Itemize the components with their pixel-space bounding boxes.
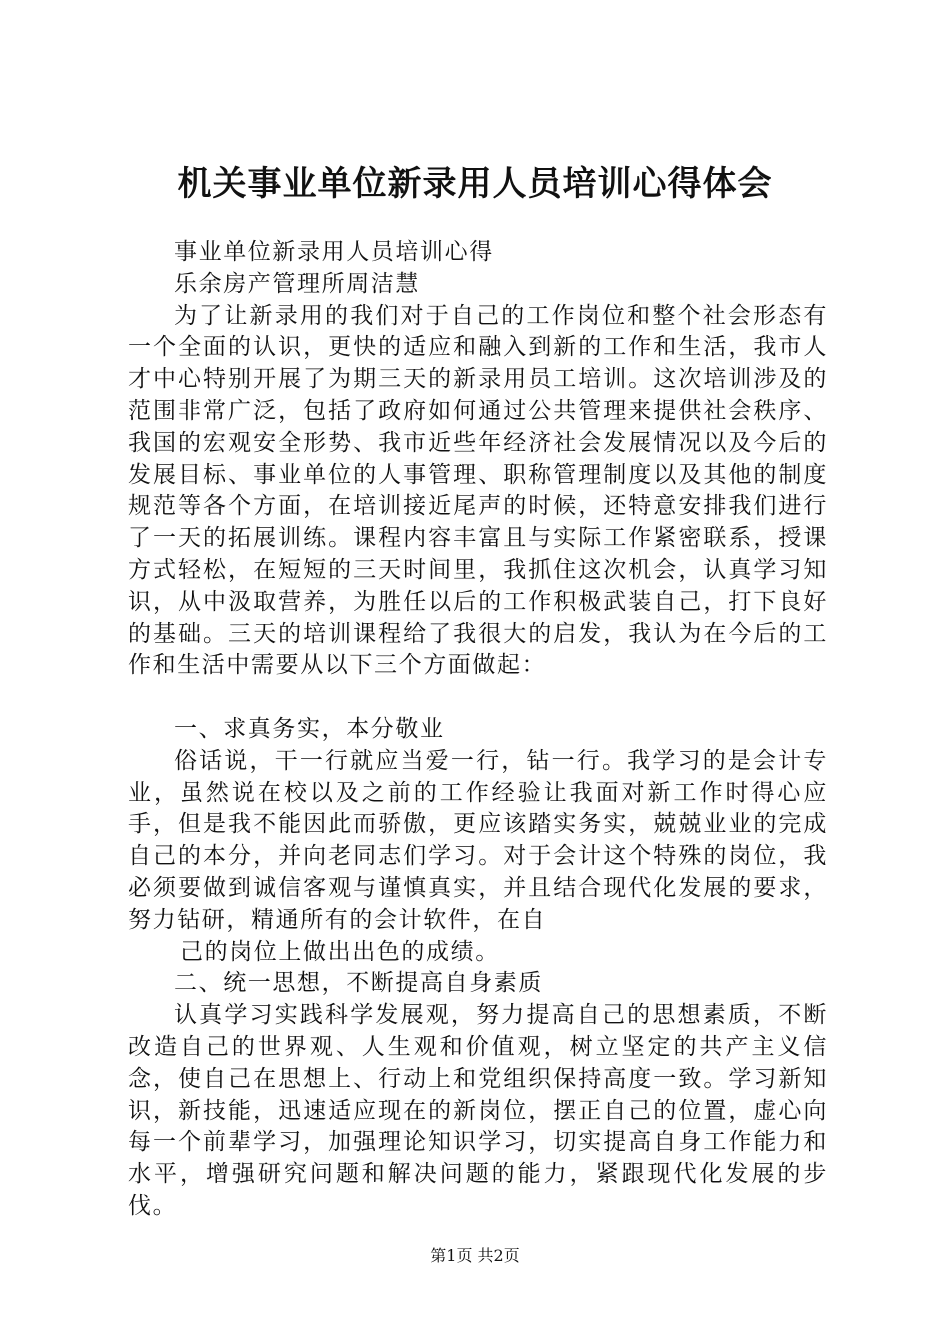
paragraph-section-1-continued: 己的岗位上做出出色的成绩。 bbox=[180, 938, 500, 965]
section-heading-1: 一、求真务实，本分敬业 bbox=[174, 715, 445, 742]
author-line: 乐余房产管理所周洁慧 bbox=[174, 270, 420, 297]
blank-line bbox=[128, 682, 828, 714]
section-heading-2: 二、统一思想，不断提高自身素质 bbox=[174, 970, 543, 997]
paragraph-section-2: 认真学习实践科学发展观，努力提高自己的思想素质，不断改造自己的世界观、人生观和价值观，树立坚定的共产主义信念，使自己在思想上、行动上和党组织保持高度一致。学习新知识，新技能，迅速适应现在的新岗位，摆正自己的位置，虚心向每一个前辈学习，加强理论知识学习，切实提高自身工作能力和水平，增强研究问题和解决问题的能力，紧跟现代化发展的步伐。 bbox=[128, 1002, 828, 1219]
page-footer: 第1页 共2页 bbox=[430, 1246, 520, 1265]
paragraph-section-1: 俗话说，干一行就应当爱一行，钻一行。我学习的是会计专业，虽然说在校以及之前的工作经验让我面对新工作时得心应手，但是我不能因此而骄傲，更应该踏实务实，兢兢业业的完成自己的本分，并向老同志们学习。对于会计这个特殊的岗位，我必须要做到诚信客观与谨慎真实，并且结合现代化发展的要求，努力钻研，精通所有的会计软件，在自 bbox=[128, 747, 828, 933]
paragraph-intro: 为了让新录用的我们对于自己的工作岗位和整个社会形态有一个全面的认识，更快的适应和融入到新的工作和生活，我市人才中心特别开展了为期三天的新录用员工培训。这次培训涉及的范围非常广泛，包括了政府如何通过公共管理来提供社会秩序、我国的宏观安全形势、我市近些年经济社会发展情况以及今后的发展目标、事业单位的人事管理、职称管理制度以及其他的制度规范等各个方面，在培训接近尾声的时候，还特意安排我们进行了一天的拓展训练。课程内容丰富且与实际工作紧密联系，授课方式轻松，在短短的三天时间里，我抓住这次机会，认真学习知识，从中汲取营养，为胜任以后的工作积极武装自己，打下良好的基础。三天的培训课程给了我很大的启发，我认为在今后的工作和生活中需要从以下三个方面做起： bbox=[128, 302, 828, 679]
document-title: 机关事业单位新录用人员培训心得体会 bbox=[177, 164, 773, 204]
subtitle-line: 事业单位新录用人员培训心得 bbox=[174, 239, 494, 265]
document-body bbox=[128, 237, 828, 1223]
